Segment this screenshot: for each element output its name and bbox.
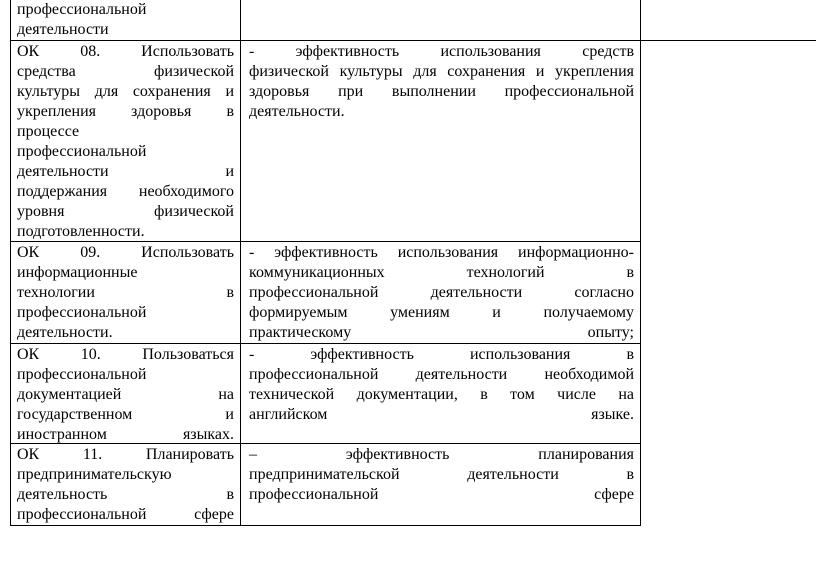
indicator-cell: – эффективность планирования предпринимательской деятельности в профессиональной сфере	[249, 446, 634, 503]
indicator-cell: - эффективность использования средств физической культуры для сохранения и укрепления здоровья при выполнении профессиональной деятельности.	[249, 43, 634, 120]
table-row-divider	[10, 443, 641, 444]
competence-cell: ОК 08. Использовать средства физической культуры для сохранения и укрепления здоровья в процессе профессиональной деятельности и поддержания необходимого уровня физической подготовленности.	[17, 43, 234, 240]
table-row-divider	[10, 241, 641, 242]
competence-cell: ОК 10. Пользоваться профессиональной документацией на государственном и иностранном языках.	[17, 346, 234, 443]
table-border-bottom	[10, 525, 641, 526]
indicator-cell	[244, 0, 638, 40]
table-row-divider	[10, 40, 816, 41]
table-border-col-divider	[240, 0, 241, 526]
competence-cell: профессиональной деятельности	[17, 1, 147, 38]
table-row-divider	[10, 343, 641, 344]
competence-cell: ОК 11. Планировать предпринимательскую деятельность в профессиональной сфере	[17, 446, 234, 523]
table-border-left	[10, 0, 11, 526]
competence-cell: ОК 09. Использовать информационные технологии в профессиональной деятельности.	[17, 244, 234, 341]
table-border-col2-right	[640, 0, 641, 526]
indicator-cell: - эффективность использования в профессиональной деятельности необходимой технической документации, в том числе на английском языке.	[249, 346, 634, 423]
indicator-cell: - эффективность использования информационно- коммуникационных технологий в профессиональной деятельности согласно формируемым умениям и получаемому практическому опыту;	[249, 244, 634, 341]
